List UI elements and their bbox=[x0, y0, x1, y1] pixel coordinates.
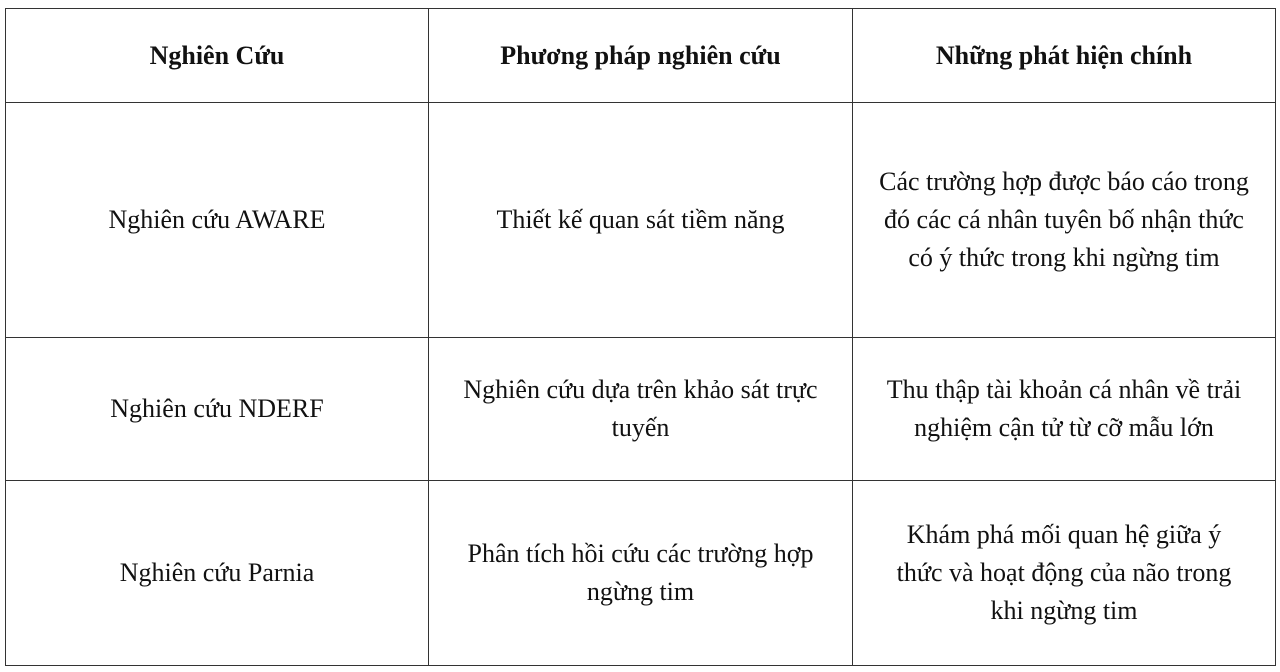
cell-study: Nghiên cứu AWARE bbox=[6, 103, 429, 338]
cell-method: Phân tích hồi cứu các trường hợp ngừng tim bbox=[429, 481, 853, 666]
cell-study: Nghiên cứu Parnia bbox=[6, 481, 429, 666]
header-method: Phương pháp nghiên cứu bbox=[429, 9, 853, 103]
header-findings: Những phát hiện chính bbox=[853, 9, 1276, 103]
cell-findings: Các trường hợp được báo cáo trong đó các cá nhân tuyên bố nhận thức có ý thức trong khi ngừng tim bbox=[853, 103, 1276, 338]
table-row bbox=[6, 481, 1276, 666]
cell-method: Thiết kế quan sát tiềm năng bbox=[429, 103, 853, 338]
cell-findings: Khám phá mối quan hệ giữa ý thức và hoạt động của não trong khi ngừng tim bbox=[853, 481, 1276, 666]
table-row bbox=[6, 338, 1276, 481]
header-study: Nghiên Cứu bbox=[6, 9, 429, 103]
cell-method: Nghiên cứu dựa trên khảo sát trực tuyến bbox=[429, 338, 853, 481]
cell-study: Nghiên cứu NDERF bbox=[6, 338, 429, 481]
cell-findings: Thu thập tài khoản cá nhân về trải nghiệm cận tử từ cỡ mẫu lớn bbox=[853, 338, 1276, 481]
studies-table bbox=[5, 8, 1276, 666]
table-header-row bbox=[6, 9, 1276, 103]
table-row bbox=[6, 103, 1276, 338]
